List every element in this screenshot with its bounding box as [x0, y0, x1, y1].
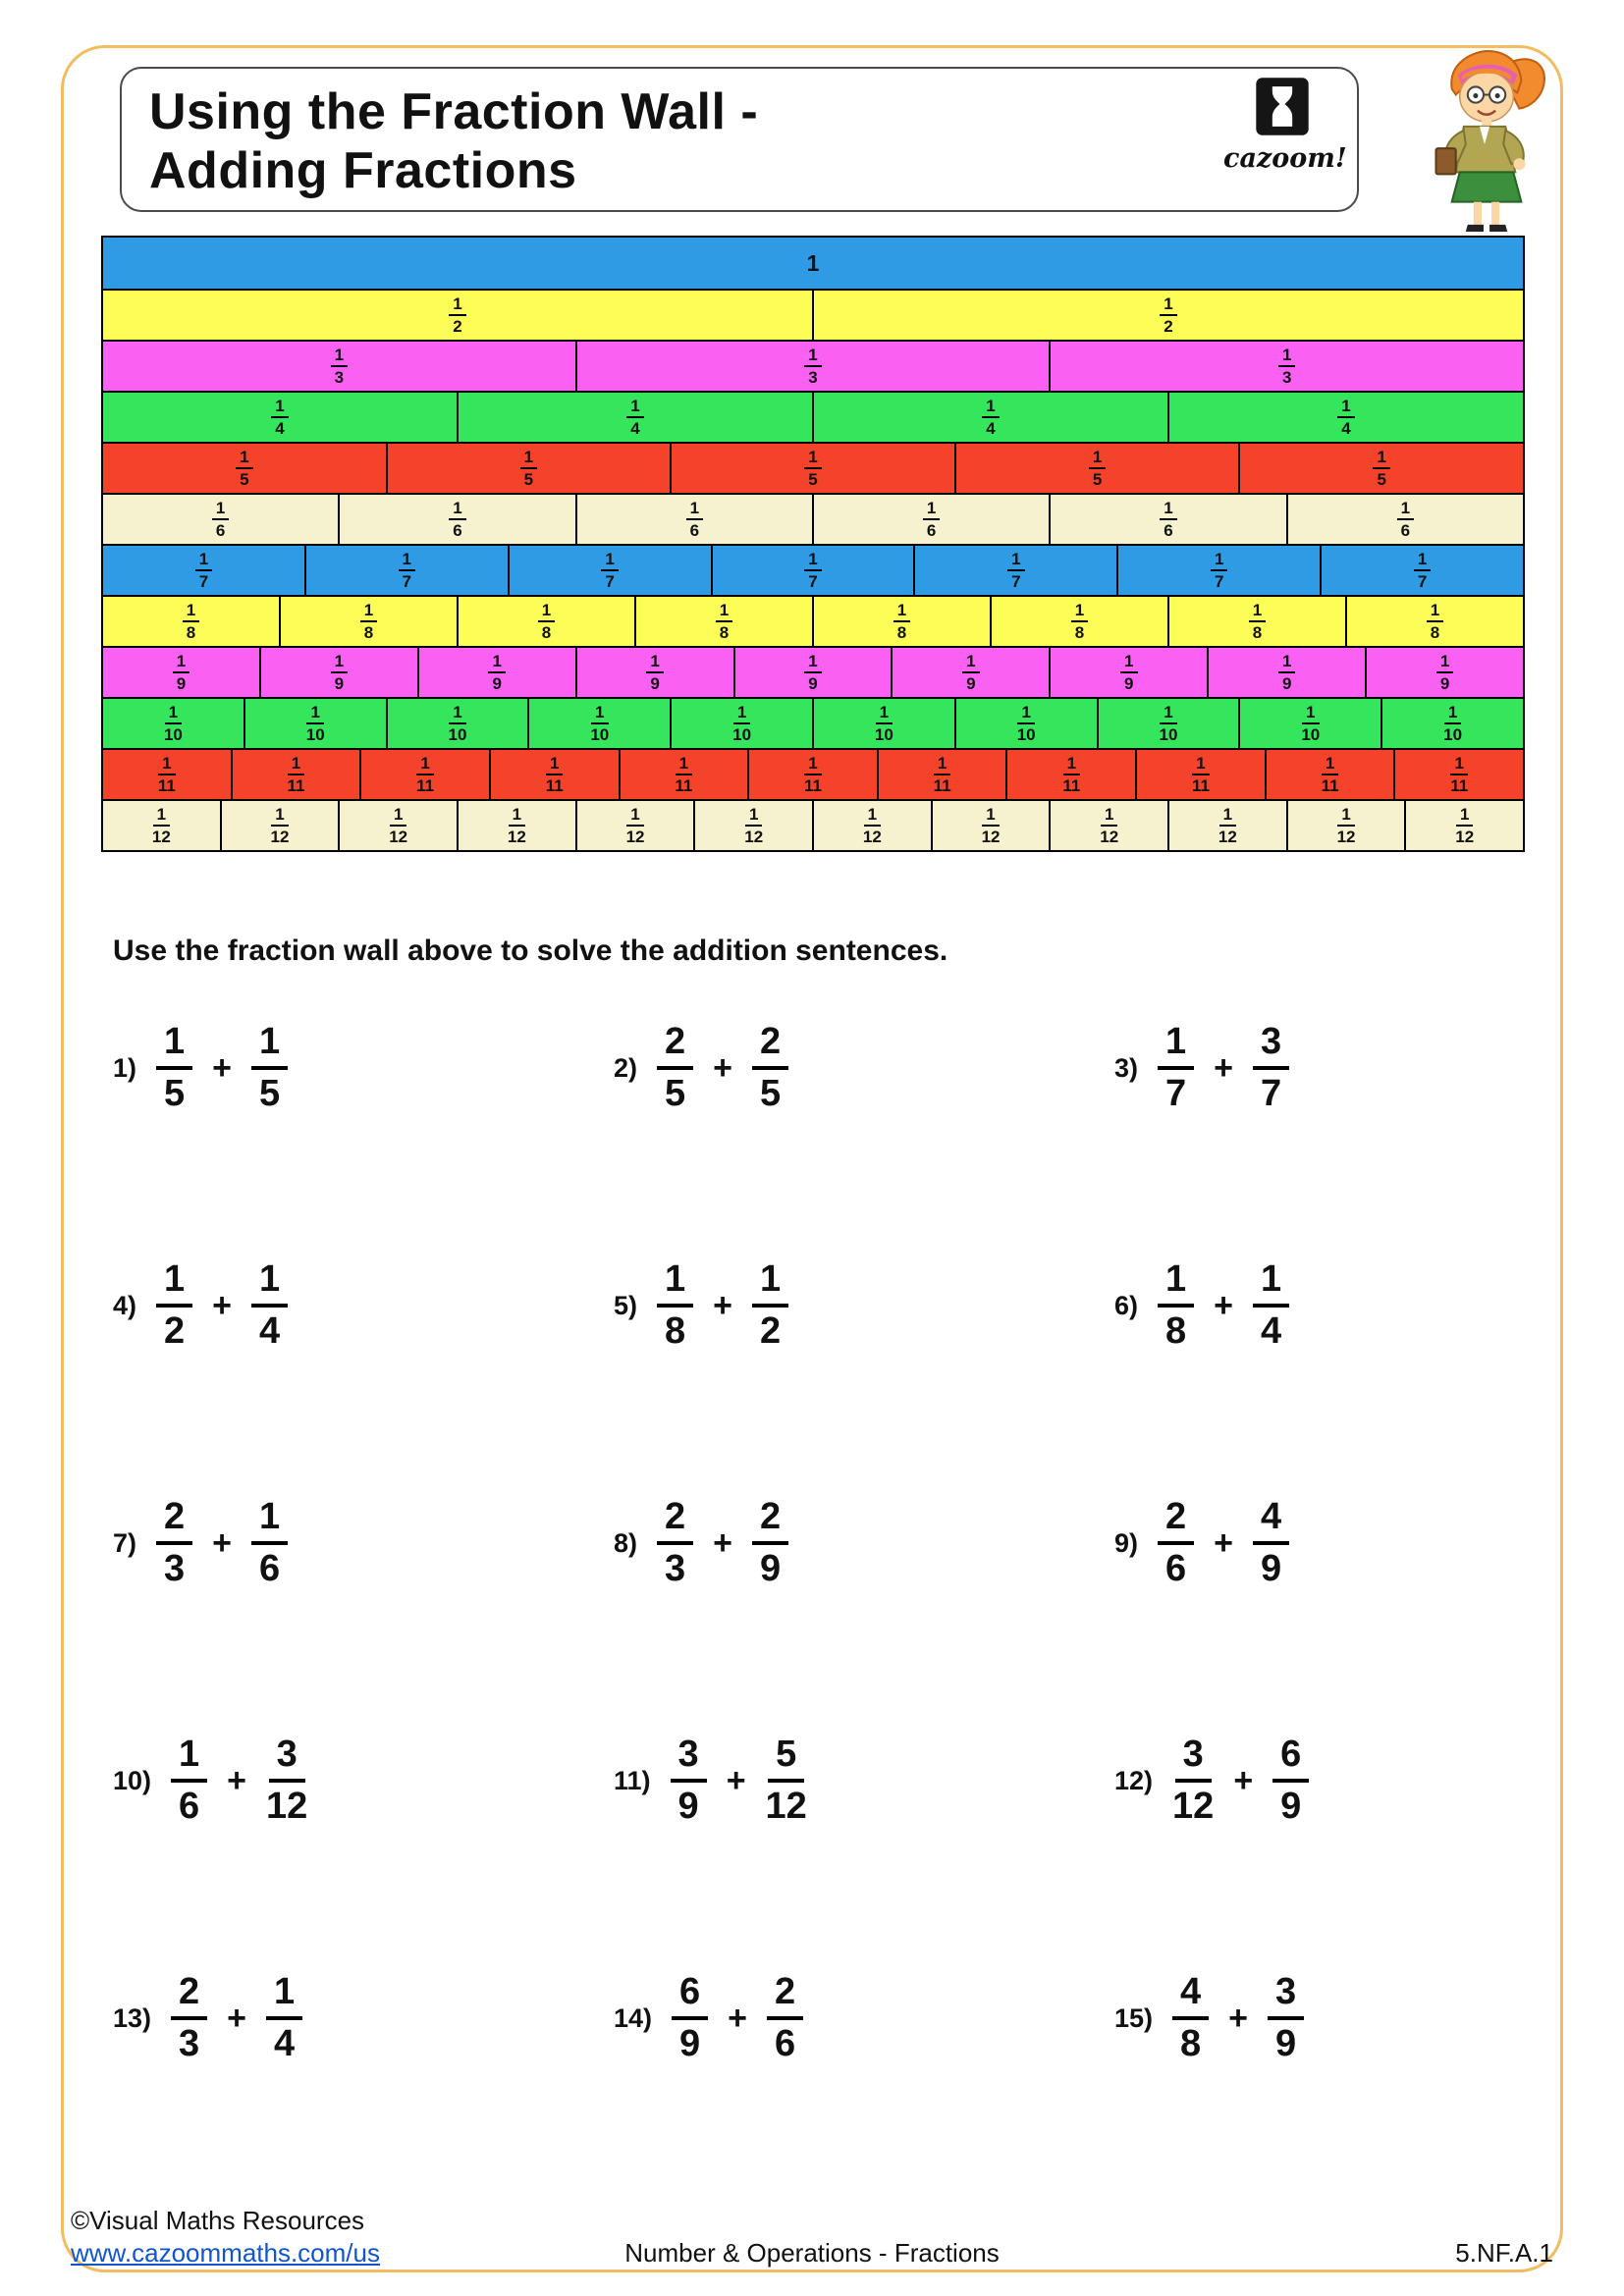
fraction-segment — [1265, 750, 1394, 799]
fraction: $\frac{6}{9}$ — [1272, 1734, 1309, 1827]
fraction-segment — [812, 291, 1523, 340]
fraction: 4 8 — [1172, 1971, 1209, 2064]
fraction-segment — [103, 648, 259, 697]
fraction-segment — [1049, 342, 1523, 391]
fraction: 6 9 — [672, 1971, 708, 2064]
fraction-segment — [103, 699, 244, 748]
fraction-segment — [931, 801, 1050, 850]
cazoom-logo-icon — [1255, 124, 1310, 140]
segment-fraction-label: 1 7 — [399, 550, 415, 591]
problem-number: 12) — [1114, 1765, 1154, 1795]
fraction-segment — [711, 546, 914, 595]
fraction: 2 3 — [171, 1971, 207, 2064]
segment-fraction-label: 1 11 — [157, 753, 176, 795]
fraction-segment — [812, 393, 1167, 442]
segment-fraction-label: 1 7 — [195, 550, 212, 591]
fraction-segment — [103, 495, 338, 544]
fraction-segment — [1049, 801, 1167, 850]
problem — [113, 1258, 614, 1353]
problem — [1114, 1734, 1527, 1828]
fraction: 3 9 — [671, 1734, 707, 1827]
problem-number: 14) — [614, 2002, 653, 2033]
fraction: 2 3 — [156, 1496, 192, 1589]
problem-number: 5) — [614, 1290, 638, 1320]
segment-fraction-label: 1 3 — [331, 346, 348, 387]
fraction-segment — [304, 546, 508, 595]
fraction-segment — [244, 699, 386, 748]
plus-operator: + — [713, 1048, 733, 1087]
segment-fraction-label: 1 12 — [862, 804, 882, 846]
fraction-segment — [457, 597, 634, 646]
segment-fraction-label: 1 3 — [804, 346, 821, 387]
problem — [113, 1734, 614, 1828]
segment-fraction-label: 1 5 — [804, 448, 821, 489]
problem-number: 4) — [113, 1290, 137, 1320]
segment-fraction-label: 1 9 — [1120, 652, 1137, 693]
footer-topic: Number & Operations - Fractions — [624, 2238, 1000, 2268]
segment-fraction-label: 1 12 — [507, 804, 526, 846]
segment-fraction-label: 1 9 — [646, 652, 663, 693]
fraction-segment — [619, 750, 748, 799]
segment-fraction-label: 1 10 — [305, 702, 325, 744]
title-box — [120, 67, 1359, 212]
fraction-segment — [1097, 699, 1239, 748]
segment-fraction-label: 1 9 — [804, 652, 821, 693]
fraction-segment — [1167, 393, 1523, 442]
problem-number: 2) — [614, 1052, 638, 1083]
fraction-segment — [1286, 495, 1523, 544]
fraction-segment — [338, 801, 457, 850]
plus-operator: + — [1228, 1999, 1249, 2037]
fraction: 2 3 — [657, 1496, 693, 1589]
segment-fraction-label: 1 4 — [1337, 397, 1354, 438]
segment-fraction-label: 1 11 — [1450, 753, 1469, 795]
fraction-segment — [103, 238, 1523, 289]
fraction-segment — [103, 393, 457, 442]
fraction-segment — [1320, 546, 1523, 595]
plus-operator: + — [1214, 1523, 1234, 1562]
fraction-wall-row — [103, 442, 1523, 493]
fraction-segment — [259, 648, 417, 697]
problem — [614, 1734, 1114, 1828]
fraction-wall-row — [103, 646, 1523, 697]
fraction-segment — [231, 750, 360, 799]
fraction-segment — [954, 699, 1097, 748]
segment-fraction-label: 1 10 — [590, 702, 610, 744]
segment-fraction-label: 1 7 — [1007, 550, 1024, 591]
problem — [113, 1021, 614, 1115]
fraction-segment — [1135, 750, 1265, 799]
segment-fraction-label: 1 11 — [933, 753, 951, 795]
fraction-segment — [103, 546, 304, 595]
fraction-segment — [575, 801, 694, 850]
segment-fraction-label: 1 10 — [448, 702, 467, 744]
fraction-segment — [575, 342, 1050, 391]
segment-fraction-label: 1 12 — [744, 804, 764, 846]
fraction-segment — [103, 750, 231, 799]
segment-fraction-label: 1 8 — [538, 601, 555, 642]
segment-fraction-label: 1 3 — [1278, 346, 1295, 387]
segment-fraction-label: 1 11 — [545, 753, 564, 795]
fraction: $\frac{4}{9}$ — [1253, 1496, 1289, 1589]
fraction: 2 6 — [1158, 1496, 1194, 1589]
segment-fraction-label: 1 12 — [1218, 804, 1237, 846]
fraction-segment — [1380, 699, 1523, 748]
segment-fraction-label: 1 10 — [732, 702, 752, 744]
fraction-segment — [954, 444, 1239, 493]
fraction: 1 8 — [1158, 1258, 1194, 1352]
fraction: 1 7 — [1158, 1021, 1194, 1114]
segment-fraction-label: 1 4 — [982, 397, 999, 438]
fraction-segment — [508, 546, 711, 595]
fraction-segment — [575, 648, 733, 697]
problem-number: 11) — [614, 1765, 651, 1795]
fraction-segment — [457, 393, 812, 442]
fraction: $\frac{1}{6}$ — [251, 1496, 288, 1589]
plus-operator: + — [1233, 1761, 1254, 1799]
fraction-segment — [1238, 444, 1523, 493]
fraction: 3 12 — [1172, 1734, 1215, 1827]
segment-fraction-label: 1 8 — [893, 601, 910, 642]
plus-operator: + — [1214, 1286, 1234, 1324]
problem-number: 15) — [1114, 2002, 1154, 2033]
segment-fraction-label: 1 4 — [271, 397, 288, 438]
segment-whole-label: 1 — [806, 249, 820, 276]
fraction-segment — [891, 648, 1049, 697]
fraction: $\frac{1}{4}$ — [1253, 1258, 1289, 1352]
segment-fraction-label: 1 12 — [389, 804, 408, 846]
segment-fraction-label: 1 2 — [449, 294, 465, 336]
fraction-segment — [338, 495, 574, 544]
fraction: $\frac{2}{6}$ — [767, 1971, 803, 2064]
segment-fraction-label: 1 2 — [1160, 294, 1176, 336]
fraction: $\frac{3}{9}$ — [1268, 1971, 1304, 2064]
segment-fraction-label: 1 12 — [1455, 804, 1475, 846]
plus-operator: + — [212, 1048, 233, 1087]
segment-fraction-label: 1 6 — [449, 499, 465, 540]
fraction-segment — [489, 750, 619, 799]
segment-fraction-label: 1 6 — [1160, 499, 1176, 540]
fraction: $\frac{3}{7}$ — [1253, 1021, 1289, 1114]
problem — [1114, 1258, 1527, 1353]
fraction-segment — [103, 342, 575, 391]
fraction: 1 5 — [156, 1021, 192, 1114]
segment-fraction-label: 1 4 — [626, 397, 643, 438]
segment-fraction-label: 1 7 — [1211, 550, 1227, 591]
fraction-segment — [457, 801, 575, 850]
page-title — [122, 69, 1357, 201]
problem — [614, 1258, 1114, 1353]
fraction-segment — [693, 801, 812, 850]
fraction: 1 8 — [657, 1258, 693, 1352]
fraction-segment — [1365, 648, 1523, 697]
standard-code: 5.NF.A.1 — [1455, 2238, 1553, 2268]
segment-fraction-label: 1 5 — [1373, 448, 1389, 489]
fraction-wall-row — [103, 238, 1523, 289]
fraction-segment — [1207, 648, 1365, 697]
fraction-segment — [1393, 750, 1523, 799]
segment-fraction-label: 1 9 — [488, 652, 505, 693]
segment-fraction-label: 1 8 — [1427, 601, 1443, 642]
fraction-segment — [103, 597, 279, 646]
problem — [614, 1496, 1114, 1590]
fraction-wall-row — [103, 595, 1523, 646]
fraction-segment — [1286, 801, 1405, 850]
segment-fraction-label: 1 10 — [163, 702, 183, 744]
fraction-segment — [1049, 495, 1285, 544]
fraction-segment — [575, 495, 812, 544]
segment-fraction-label: 1 11 — [416, 753, 435, 795]
fraction-segment — [1049, 648, 1207, 697]
fraction: $\frac{1}{4}$ — [251, 1258, 288, 1352]
segment-fraction-label: 1 12 — [981, 804, 1001, 846]
problem-number: 6) — [1114, 1290, 1139, 1320]
segment-fraction-label: 1 7 — [804, 550, 821, 591]
fraction: $\frac{1}{2}$ — [752, 1258, 788, 1352]
fraction-wall-row — [103, 340, 1523, 391]
problem-number: 1) — [113, 1052, 137, 1083]
segment-fraction-label: 1 8 — [716, 601, 732, 642]
page-title-line2: Adding Fractions — [149, 142, 577, 200]
fraction: $\frac{5}{12}$ — [765, 1734, 807, 1827]
segment-fraction-label: 1 11 — [675, 753, 693, 795]
fraction-segment — [1116, 546, 1320, 595]
problem — [113, 1496, 614, 1590]
problem-number: 7) — [113, 1527, 137, 1558]
fraction: 1 6 — [171, 1734, 207, 1827]
cazoom-logo — [1223, 77, 1347, 174]
plus-operator: + — [212, 1286, 233, 1324]
segment-fraction-label: 1 11 — [1321, 753, 1339, 795]
segment-fraction-label: 1 7 — [1414, 550, 1431, 591]
fraction-segment — [1238, 699, 1380, 748]
fraction-wall-row — [103, 748, 1523, 799]
fraction-segment — [103, 444, 386, 493]
problem-number: 3) — [1114, 1052, 1139, 1083]
fraction: $\frac{1}{4}$ — [266, 1971, 302, 2064]
segment-fraction-label: 1 10 — [1159, 702, 1178, 744]
copyright-text: ©Visual Maths Resources — [71, 2206, 365, 2235]
fraction-segment — [1345, 597, 1523, 646]
fraction-segment — [386, 699, 528, 748]
fraction-segment — [279, 597, 457, 646]
teacher-illustration — [1410, 45, 1559, 234]
fraction-segment — [877, 750, 1006, 799]
segment-fraction-label: 1 12 — [270, 804, 290, 846]
segment-fraction-label: 1 11 — [1191, 753, 1210, 795]
fraction-segment — [812, 699, 954, 748]
segment-fraction-label: 1 9 — [1436, 652, 1453, 693]
problem-number: 9) — [1114, 1527, 1139, 1558]
plus-operator: + — [227, 1999, 247, 2037]
segment-fraction-label: 1 6 — [923, 499, 940, 540]
problem — [113, 1971, 614, 2065]
problem — [1114, 1021, 1527, 1115]
segment-fraction-label: 1 8 — [360, 601, 377, 642]
fraction-wall — [101, 236, 1525, 852]
problem — [614, 1021, 1114, 1115]
fraction-segment — [733, 648, 892, 697]
fraction-segment — [747, 750, 877, 799]
fraction-wall-row — [103, 391, 1523, 442]
plus-operator: + — [1214, 1048, 1234, 1087]
fraction-wall-row — [103, 493, 1523, 544]
problem-number: 8) — [614, 1527, 638, 1558]
fraction-segment — [812, 801, 931, 850]
fraction-segment — [634, 597, 812, 646]
fraction-segment — [1005, 750, 1135, 799]
segment-fraction-label: 1 12 — [1100, 804, 1119, 846]
fraction-segment — [103, 291, 812, 340]
fraction-segment — [1404, 801, 1523, 850]
segment-fraction-label: 1 5 — [236, 448, 252, 489]
fraction-wall-row — [103, 799, 1523, 850]
segment-fraction-label: 1 7 — [601, 550, 618, 591]
segment-fraction-label: 1 9 — [173, 652, 189, 693]
segment-fraction-label: 1 8 — [1249, 601, 1266, 642]
fraction-segment — [812, 495, 1049, 544]
problem — [1114, 1971, 1527, 2065]
segment-fraction-label: 1 6 — [1397, 499, 1414, 540]
plus-operator: + — [713, 1286, 733, 1324]
fraction-segment — [1167, 597, 1345, 646]
plus-operator: + — [726, 1761, 746, 1799]
segment-fraction-label: 1 6 — [212, 499, 229, 540]
fraction: 2 5 — [657, 1021, 693, 1114]
fraction: $\frac{2}{9}$ — [752, 1496, 788, 1589]
segment-fraction-label: 1 12 — [1336, 804, 1356, 846]
worksheet-footer — [71, 2205, 1553, 2269]
plus-operator: + — [227, 1761, 247, 1799]
fraction-segment — [220, 801, 339, 850]
fraction-segment — [386, 444, 671, 493]
plus-operator: + — [212, 1523, 233, 1562]
fraction: 1 2 — [156, 1258, 192, 1352]
segment-fraction-label: 1 5 — [1089, 448, 1106, 489]
fraction-segment — [359, 750, 489, 799]
problems-grid — [113, 1021, 1527, 2065]
segment-fraction-label: 1 9 — [1278, 652, 1295, 693]
fraction-segment — [1167, 801, 1286, 850]
plus-operator: + — [713, 1523, 733, 1562]
segment-fraction-label: 1 6 — [686, 499, 703, 540]
segment-fraction-label: 1 12 — [151, 804, 171, 846]
segment-fraction-label: 1 11 — [287, 753, 305, 795]
fraction-segment — [990, 597, 1167, 646]
fraction-segment — [913, 546, 1116, 595]
plus-operator: + — [728, 1999, 748, 2037]
segment-fraction-label: 1 10 — [1301, 702, 1321, 744]
cazoom-logo-text: cazoom! — [1223, 143, 1347, 174]
segment-fraction-label: 1 9 — [962, 652, 979, 693]
segment-fraction-label: 1 10 — [1016, 702, 1036, 744]
problem — [614, 1971, 1114, 2065]
problem — [1114, 1496, 1527, 1590]
segment-fraction-label: 1 8 — [183, 601, 199, 642]
segment-fraction-label: 1 10 — [874, 702, 893, 744]
instruction-text: Use the fraction wall above to solve the addition sentences. — [113, 934, 948, 967]
website-link[interactable]: www.cazoommaths.com/us — [71, 2237, 380, 2268]
fraction-segment — [670, 699, 812, 748]
fraction-segment — [527, 699, 670, 748]
problem-number: 13) — [113, 2002, 152, 2033]
page-title-line1: Using the Fraction Wall - — [149, 83, 759, 140]
fraction-segment — [670, 444, 954, 493]
problem-number: 10) — [113, 1765, 152, 1795]
fraction: $\frac{2}{5}$ — [752, 1021, 788, 1114]
fraction-segment — [417, 648, 575, 697]
segment-fraction-label: 1 11 — [1062, 753, 1081, 795]
footer-left — [71, 2205, 624, 2269]
fraction-segment — [103, 801, 220, 850]
segment-fraction-label: 1 12 — [625, 804, 645, 846]
fraction: $\frac{1}{5}$ — [251, 1021, 288, 1114]
fraction-wall-row — [103, 697, 1523, 748]
segment-fraction-label: 1 9 — [331, 652, 348, 693]
segment-fraction-label: 1 10 — [1443, 702, 1463, 744]
fraction: $\frac{3}{12}$ — [266, 1734, 308, 1827]
fraction-wall-row — [103, 544, 1523, 595]
fraction-wall-row — [103, 289, 1523, 340]
segment-fraction-label: 1 8 — [1071, 601, 1088, 642]
segment-fraction-label: 1 5 — [520, 448, 537, 489]
segment-fraction-label: 1 11 — [804, 753, 823, 795]
fraction-segment — [812, 597, 990, 646]
